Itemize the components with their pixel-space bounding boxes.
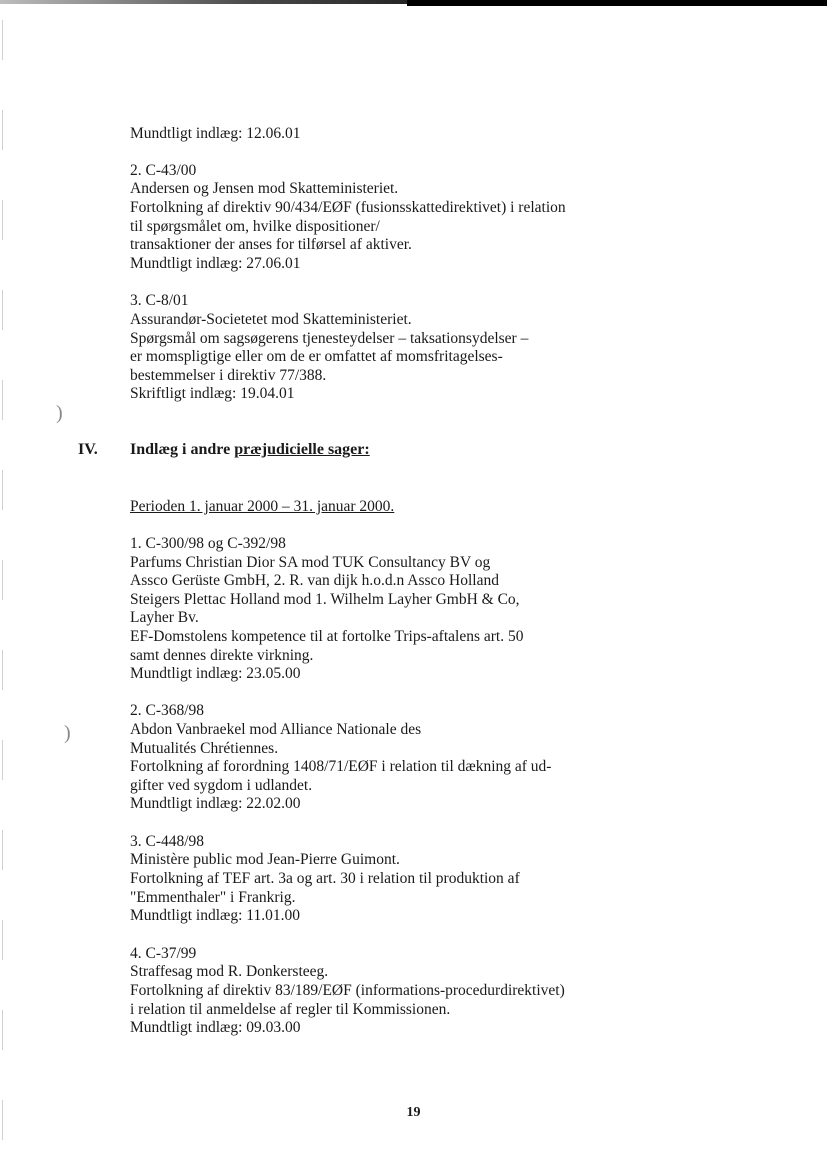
case-number: 2. C-43/00	[130, 162, 197, 179]
text-line: Mundtligt indlæg: 09.03.00	[130, 1019, 301, 1036]
text-line: Skriftligt indlæg: 19.04.01	[130, 385, 295, 402]
scan-top-edge-thick	[407, 0, 827, 6]
page-number: 19	[406, 1105, 421, 1120]
text-line: Straffesag mod R. Donkersteeg.	[130, 963, 329, 980]
text-line: Steigers Plettac Holland mod 1. Wilhelm Layher GmbH & Co,	[130, 591, 520, 608]
text-line: Ministère public mod Jean-Pierre Guimont.	[130, 851, 400, 868]
text-line: Spørgsmål om sagsøgerens tjenesteydelser – taksationsydelser –	[130, 330, 529, 347]
text-line: transaktioner der anses for tilførsel af aktiver.	[130, 236, 412, 253]
text-line: EF-Domstolens kompetence til at fortolke Trips-aftalens art. 50	[130, 628, 524, 645]
text-line: Mutualités Chrétiennes.	[130, 740, 279, 757]
text-line: Assco Gerüste GmbH, 2. R. van dijk h.o.d.n Assco Holland	[130, 572, 499, 589]
scan-bracket-mark: )	[56, 402, 63, 424]
text-line: Fortolkning af TEF art. 3a og art. 30 i relation til produktion af	[130, 870, 520, 887]
text-line: Andersen og Jensen mod Skatteministeriet.	[130, 180, 399, 197]
text-line: "Emmenthaler" i Frankrig.	[130, 889, 296, 906]
text-line: Mundtligt indlæg: 22.02.00	[130, 795, 301, 812]
section-title-underlined: præjudicielle sager:	[234, 441, 370, 458]
text-line: samt dennes direkte virkning.	[130, 647, 314, 664]
text-line: Fortolkning af direktiv 83/189/EØF (informations-procedurdirektivet)	[130, 982, 565, 999]
text-line: Fortolkning af direktiv 90/434/EØF (fusionsskattedirektivet) i relation	[130, 199, 566, 216]
text-line: gifter ved sygdom i udlandet.	[130, 777, 313, 794]
period-heading: Perioden 1. januar 2000 – 31. januar 2000.	[130, 498, 395, 515]
scan-left-edge	[2, 20, 3, 1140]
text-line: Mundtligt indlæg: 11.01.00	[130, 907, 300, 924]
case-number: 1. C-300/98 og C-392/98	[130, 535, 286, 552]
text-line: Abdon Vanbraekel mod Alliance Nationale des	[130, 721, 422, 738]
text-line: Mundtligt indlæg: 27.06.01	[130, 255, 301, 272]
section-title	[130, 441, 370, 459]
text-line: til spørgsmålet om, hvilke dispositioner/	[130, 218, 380, 235]
case-number: 4. C-37/99	[130, 945, 197, 962]
text-line: Mundtligt indlæg: 12.06.01	[130, 125, 301, 142]
section-number: IV.	[78, 441, 98, 458]
text-line: i relation til anmeldelse af regler til Kommissionen.	[130, 1001, 451, 1018]
scan-bracket-mark: )	[64, 722, 71, 744]
text-line: er momspligtige eller om de er omfattet af momsfritagelses-	[130, 348, 503, 365]
section-title-plain: Indlæg i andre	[130, 441, 235, 458]
text-line: bestemmelser i direktiv 77/388.	[130, 367, 327, 384]
case-number: 2. C-368/98	[130, 702, 205, 719]
text-line: Assurandør-Societetet mod Skatteministeriet.	[130, 311, 412, 328]
case-number: 3. C-448/98	[130, 833, 205, 850]
text-line: Fortolkning af forordning 1408/71/EØF i relation til dækning af ud-	[130, 758, 552, 775]
text-line: Layher Bv.	[130, 609, 199, 626]
text-line: Mundtligt indlæg: 23.05.00	[130, 665, 301, 682]
case-number: 3. C-8/01	[130, 292, 189, 309]
text-line: Parfums Christian Dior SA mod TUK Consultancy BV og	[130, 554, 491, 571]
